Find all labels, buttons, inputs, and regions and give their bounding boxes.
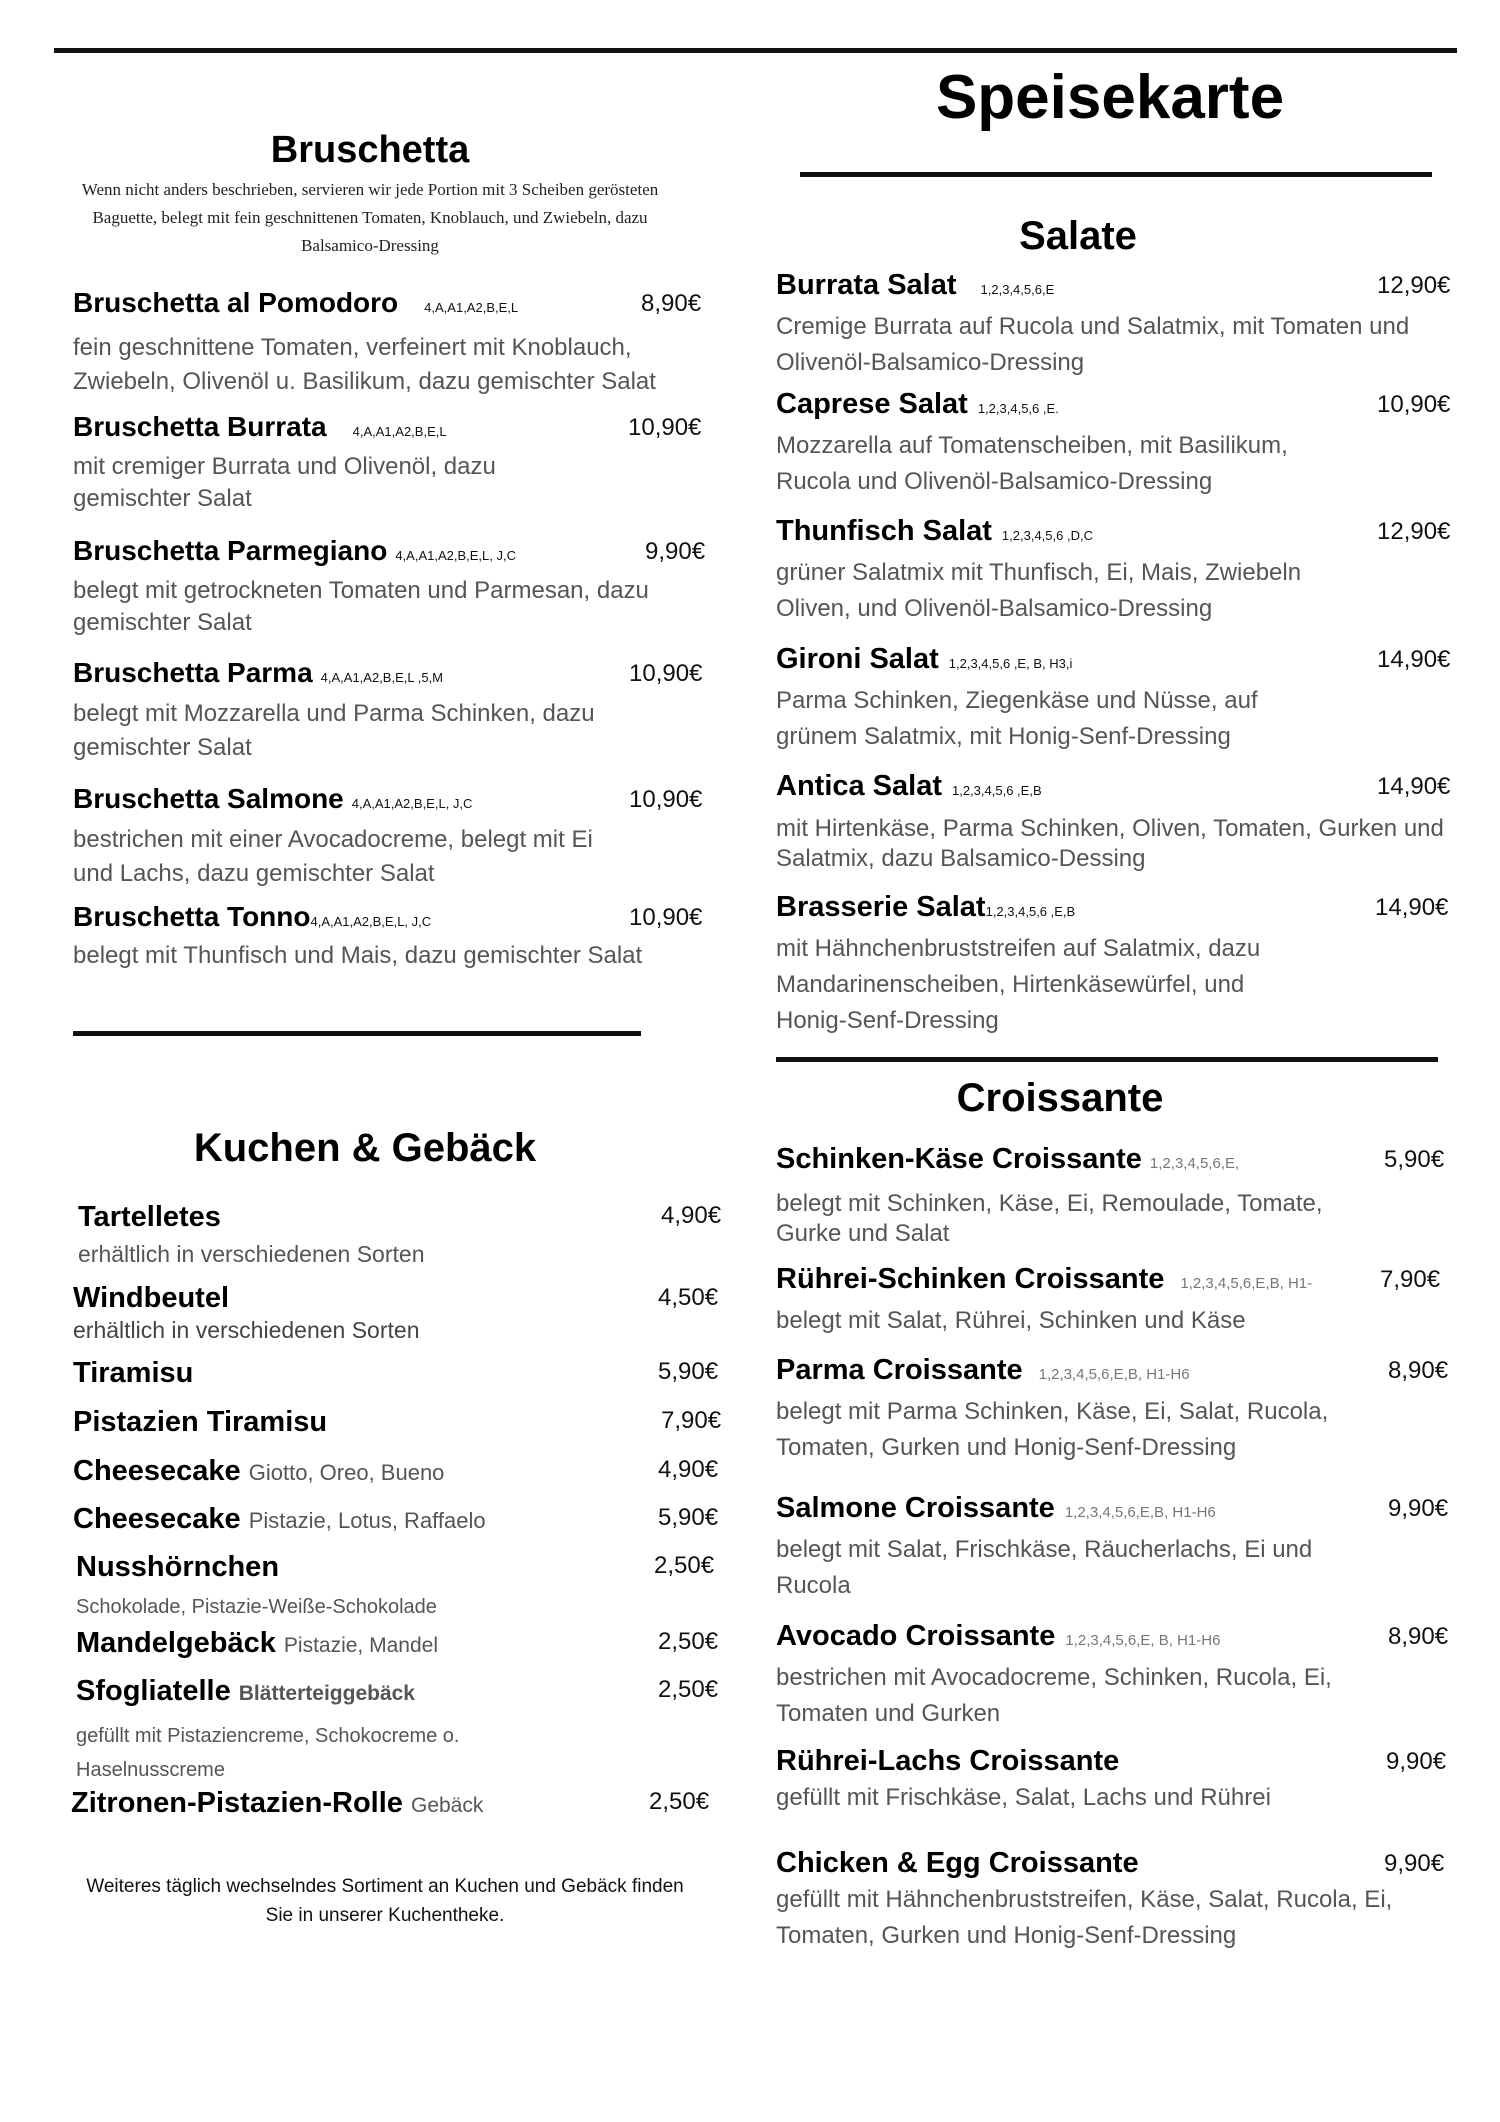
title-underline xyxy=(800,172,1432,177)
kuchen-item-8 xyxy=(76,1624,738,1665)
item-name: Bruschetta al Pomodoro xyxy=(73,287,399,318)
item-price: 10,90€ xyxy=(629,786,703,813)
item-allergens: 1,2,3,4,5,6,E xyxy=(980,282,1055,297)
item-name: Cheesecake xyxy=(73,1503,241,1535)
item-name: Windbeutel xyxy=(73,1282,230,1314)
item-name: Zitronen-Pistazien-Rolle xyxy=(71,1787,403,1819)
item-name: Parma Croissante xyxy=(776,1354,1023,1386)
bruschetta-item-4 xyxy=(73,654,713,765)
item-name: Caprese Salat xyxy=(776,388,968,420)
item-name: Tartelletes xyxy=(78,1201,221,1233)
item-allergens: 1,2,3,4,5,6,E,B, H1- xyxy=(1180,1275,1313,1292)
croissante-item-1 xyxy=(776,1140,1456,1249)
item-description: belegt mit Parma Schinken, Käse, Ei, Salat, Rucola, Tomaten, Gurken und Honig-Senf-Dressing xyxy=(776,1398,1329,1461)
bruschetta-heading: Bruschetta xyxy=(270,129,470,171)
kuchen-footer-note: Weiteres täglich wechselndes Sortiment an Kuchen und Gebäck finden Sie in unserer Kuchentheke. xyxy=(86,1876,684,1926)
kuchen-item-5 xyxy=(73,1452,738,1492)
bruschetta-item-6 xyxy=(73,898,713,971)
bruschetta-intro: Wenn nicht anders beschrieben, servieren wir jede Portion mit 3 Scheiben gerösteten Baguette, belegt mit fein geschnittenen Tomaten, Knoblauch, und Zwiebeln, dazu Balsamico-Dressing xyxy=(81,180,659,255)
top-rule xyxy=(54,48,1457,53)
kuchen-item-4 xyxy=(73,1403,738,1441)
item-price: 8,90€ xyxy=(1388,1623,1449,1650)
item-price: 8,90€ xyxy=(641,290,702,317)
item-description: gefüllt mit Hähnchenbruststreifen, Käse, Salat, Rucola, Ei, Tomaten, Gurken und Honig-Senf-Dressing xyxy=(776,1886,1393,1949)
item-allergens: 1,2,3,4,5,6,E,B, H1-H6 xyxy=(1038,1366,1190,1383)
kuchen-item-3 xyxy=(73,1354,738,1392)
salate-item-1 xyxy=(776,266,1456,381)
salate-item-3 xyxy=(776,512,1456,627)
item-allergens: 4,A,A1,A2,B,E,L, J,C xyxy=(310,914,432,929)
croissante-heading: Croissante xyxy=(956,1076,1164,1120)
item-name: Rührei-Lachs Croissante xyxy=(776,1745,1120,1777)
page-title: Speisekarte xyxy=(935,63,1285,132)
item-name: Thunfisch Salat xyxy=(776,515,992,547)
item-name: Cheesecake xyxy=(73,1455,241,1487)
item-name: Mandelgebäck xyxy=(76,1627,276,1659)
item-price: 2,50€ xyxy=(649,1788,710,1815)
item-name: Burrata Salat xyxy=(776,269,957,301)
item-description: belegt mit Thunfisch und Mais, dazu gemischter Salat xyxy=(73,942,643,969)
item-description: mit cremiger Burrata und Olivenöl, dazu gemischter Salat xyxy=(73,453,496,512)
croissante-item-3 xyxy=(776,1351,1456,1466)
item-price: 9,90€ xyxy=(1384,1850,1445,1877)
item-description: belegt mit Salat, Frischkäse, Räucherlachs, Ei und Rucola xyxy=(776,1536,1313,1599)
item-price: 10,90€ xyxy=(629,904,703,931)
item-allergens: 1,2,3,4,5,6 ,E, B, H3,i xyxy=(948,656,1073,671)
item-allergens: 4,A,A1,A2,B,E,L, J,C xyxy=(351,796,473,811)
item-name: Bruschetta Tonno xyxy=(73,901,311,932)
item-name: Schinken-Käse Croissante xyxy=(776,1143,1142,1175)
item-allergens: 1,2,3,4,5,6 ,E. xyxy=(977,401,1059,416)
item-name: Bruschetta Salmone xyxy=(73,783,344,814)
croissante-item-7 xyxy=(776,1844,1456,1954)
item-description: bestrichen mit Avocadocreme, Schinken, Rucola, Ei, Tomaten und Gurken xyxy=(776,1664,1332,1727)
item-price: 10,90€ xyxy=(628,414,702,441)
item-name: Chicken & Egg Croissante xyxy=(776,1847,1139,1879)
item-description: erhältlich in verschiedenen Sorten xyxy=(78,1241,425,1267)
item-name: Pistazien Tiramisu xyxy=(73,1406,328,1438)
item-price: 14,90€ xyxy=(1375,894,1449,921)
item-description: belegt mit Salat, Rührei, Schinken und Käse xyxy=(776,1307,1246,1334)
bruschetta-item-5 xyxy=(73,780,713,891)
item-price: 9,90€ xyxy=(1386,1748,1447,1775)
item-variants: Pistazie, Mandel xyxy=(283,1634,438,1657)
item-price: 5,90€ xyxy=(658,1358,719,1385)
salate-item-4 xyxy=(776,640,1456,755)
item-description: grüner Salatmix mit Thunfisch, Ei, Mais, Zwiebeln Oliven, und Olivenöl-Balsamico-Dressing xyxy=(776,559,1302,622)
item-price: 7,90€ xyxy=(1380,1266,1441,1293)
item-name: Avocado Croissante xyxy=(776,1620,1056,1652)
salate-item-6 xyxy=(776,888,1456,1039)
croissante-item-4 xyxy=(776,1489,1456,1604)
item-price: 12,90€ xyxy=(1377,518,1451,545)
item-description: gefüllt mit Frischkäse, Salat, Lachs und Rührei xyxy=(776,1784,1271,1811)
item-allergens: 1,2,3,4,5,6 ,E,B xyxy=(952,783,1042,798)
item-price: 9,90€ xyxy=(1388,1495,1449,1522)
item-price: 8,90€ xyxy=(1388,1357,1449,1384)
item-description: Parma Schinken, Ziegenkäse und Nüsse, auf grünem Salatmix, mit Honig-Senf-Dressing xyxy=(776,687,1258,750)
item-price: 9,90€ xyxy=(645,538,706,565)
item-allergens: 1,2,3,4,5,6 ,E,B xyxy=(985,904,1076,919)
item-allergens: 4,A,A1,A2,B,E,L xyxy=(352,424,447,439)
bruschetta-item-3 xyxy=(73,532,713,639)
item-description: mit Hähnchenbruststreifen auf Salatmix, dazu Mandarinenscheiben, Hirtenkäsewürfel, und Honig-Senf-Dressing xyxy=(776,935,1261,1034)
item-allergens: 4,A,A1,A2,B,E,L ,5,M xyxy=(320,670,444,685)
kuchen-item-6 xyxy=(73,1500,738,1540)
item-name: Bruschetta Burrata xyxy=(73,411,327,442)
item-price: 2,50€ xyxy=(654,1552,715,1579)
croissante-item-2 xyxy=(776,1260,1456,1339)
salate-item-5 xyxy=(776,767,1456,874)
item-name: Brasserie Salat xyxy=(776,891,986,923)
item-price: 7,90€ xyxy=(661,1407,722,1434)
salate-item-2 xyxy=(776,385,1456,500)
item-name: Bruschetta Parmegiano xyxy=(73,535,388,566)
item-name: Sfogliatelle xyxy=(76,1675,231,1707)
item-variants: Giotto, Oreo, Bueno xyxy=(248,1460,445,1485)
item-price: 10,90€ xyxy=(629,660,703,687)
item-price: 2,50€ xyxy=(658,1628,719,1655)
kuchen-heading: Kuchen & Gebäck xyxy=(193,1126,537,1170)
item-description: fein geschnittene Tomaten, verfeinert mit Knoblauch, Zwiebeln, Olivenöl u. Basilikum, dazu gemischter Salat xyxy=(73,334,656,395)
item-price: 4,90€ xyxy=(658,1456,719,1483)
item-description: belegt mit getrockneten Tomaten und Parmesan, dazu gemischter Salat xyxy=(73,577,649,636)
kuchen-item-10 xyxy=(71,1784,738,1825)
item-name: Salmone Croissante xyxy=(776,1492,1055,1524)
item-price: 5,90€ xyxy=(1384,1146,1445,1173)
item-description: Schokolade, Pistazie-Weiße-Schokolade xyxy=(76,1596,437,1618)
kuchen-item-1 xyxy=(78,1198,738,1270)
item-description: mit Hirtenkäse, Parma Schinken, Oliven, Tomaten, Gurken und Salatmix, dazu Balsamico-Dessing xyxy=(776,815,1444,872)
item-price: 14,90€ xyxy=(1377,646,1451,673)
kuchen-item-2 xyxy=(73,1280,738,1344)
item-name: Nusshörnchen xyxy=(76,1551,280,1583)
item-price: 4,90€ xyxy=(661,1202,722,1229)
kuchen-item-9 xyxy=(76,1672,738,1787)
croissante-item-6 xyxy=(776,1742,1456,1816)
item-allergens: 4,A,A1,A2,B,E,L xyxy=(424,300,519,315)
item-allergens: 1,2,3,4,5,6,E,B, H1-H6 xyxy=(1064,1504,1216,1521)
item-description: Mozzarella auf Tomatenscheiben, mit Basilikum, Rucola und Olivenöl-Balsamico-Dressing xyxy=(776,432,1288,495)
bruschetta-item-1 xyxy=(73,284,713,399)
item-name: Tiramisu xyxy=(73,1357,194,1389)
item-allergens: 4,A,A1,A2,B,E,L, J,C xyxy=(395,548,516,563)
item-price: 2,50€ xyxy=(658,1676,719,1703)
item-description: belegt mit Mozzarella und Parma Schinken, dazu gemischter Salat xyxy=(73,700,595,761)
item-description: bestrichen mit einer Avocadocreme, belegt mit Ei und Lachs, dazu gemischter Salat xyxy=(73,826,593,887)
bruschetta-item-2 xyxy=(73,408,713,515)
item-price: 5,90€ xyxy=(658,1504,719,1531)
croissante-item-5 xyxy=(776,1617,1456,1732)
item-price: 4,50€ xyxy=(658,1284,719,1311)
bruschetta-divider xyxy=(73,1031,641,1036)
item-variants: Gebäck xyxy=(410,1794,484,1817)
item-price: 12,90€ xyxy=(1377,272,1451,299)
kuchen-item-7 xyxy=(76,1548,738,1622)
item-name: Antica Salat xyxy=(776,770,942,802)
salate-heading: Salate xyxy=(1019,214,1137,258)
item-description: Cremige Burrata auf Rucola und Salatmix, mit Tomaten und Olivenöl-Balsamico-Dressing xyxy=(776,313,1410,376)
item-name: Bruschetta Parma xyxy=(73,657,313,688)
item-name: Gironi Salat xyxy=(776,643,939,675)
item-allergens: 1,2,3,4,5,6 ,D,C xyxy=(1001,528,1093,543)
item-variants: Blätterteiggebäck xyxy=(238,1682,415,1705)
item-price: 14,90€ xyxy=(1377,773,1451,800)
item-allergens: 1,2,3,4,5,6,E, B, H1-H6 xyxy=(1065,1632,1221,1649)
item-description: gefüllt mit Pistaziencreme, Schokocreme o. Haselnusscreme xyxy=(76,1725,460,1781)
item-name: Rührei-Schinken Croissante xyxy=(776,1263,1165,1295)
item-description: erhältlich in verschiedenen Sorten xyxy=(73,1317,420,1343)
item-allergens: 1,2,3,4,5,6,E, xyxy=(1149,1155,1240,1172)
item-description: belegt mit Schinken, Käse, Ei, Remoulade, Tomate, Gurke und Salat xyxy=(776,1190,1323,1247)
item-variants: Pistazie, Lotus, Raffaelo xyxy=(248,1508,486,1533)
salate-divider xyxy=(776,1057,1438,1062)
item-price: 10,90€ xyxy=(1377,391,1451,418)
